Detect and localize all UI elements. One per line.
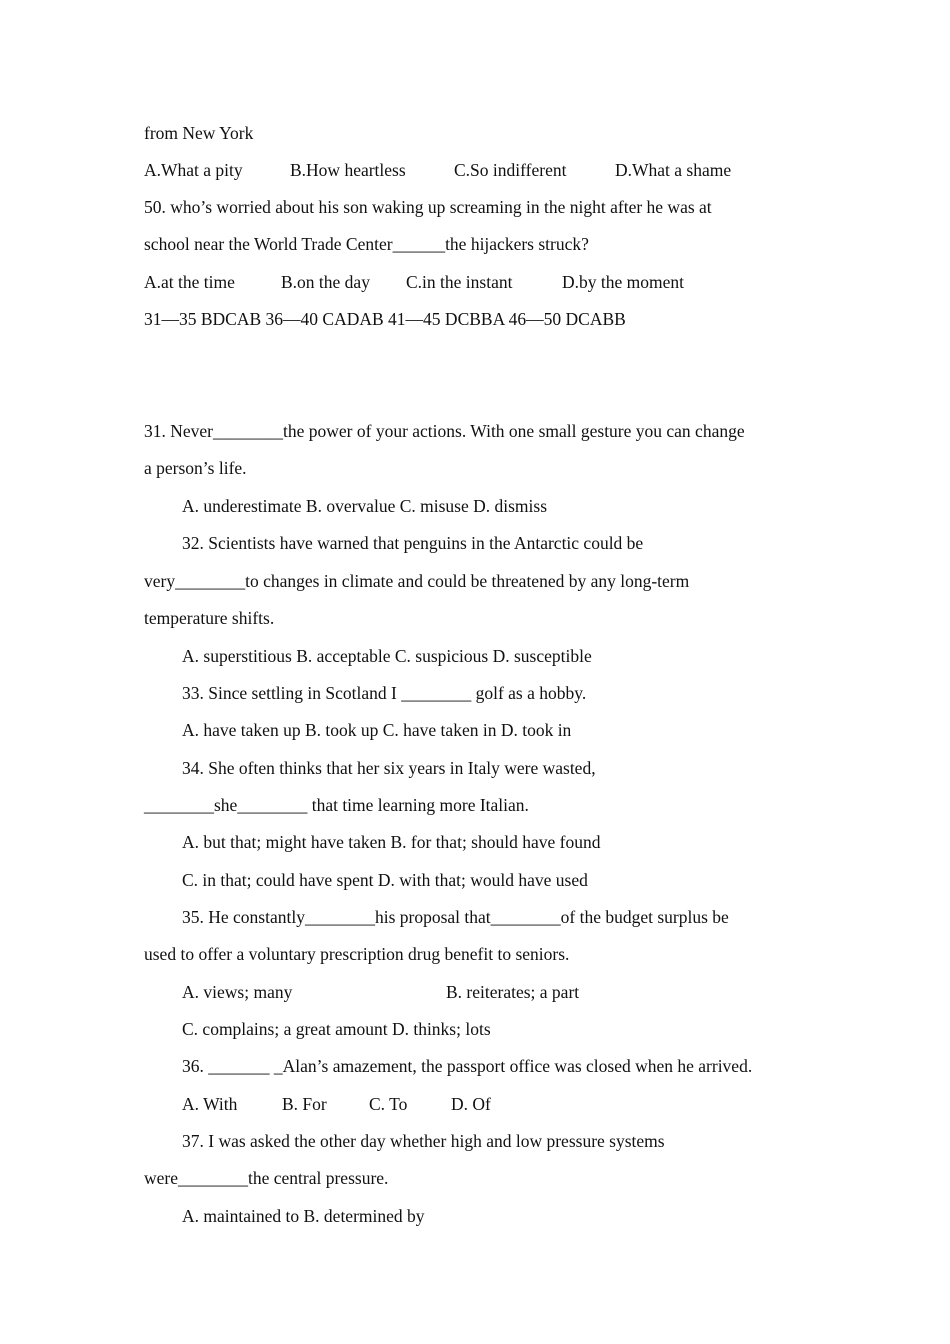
question-34-line-1: 34. She often thinks that her six years in Italy were wasted, bbox=[182, 758, 596, 778]
option-a: A. With bbox=[182, 1094, 238, 1114]
question-34-options-1: A. but that; might have taken B. for that; should have found bbox=[182, 832, 601, 852]
question-35-options-2: C. complains; a great amount D. thinks; lots bbox=[182, 1019, 491, 1039]
option-d: D.What a shame bbox=[615, 160, 732, 180]
question-49-continuation: from New York bbox=[144, 123, 254, 143]
question-33-line-1: 33. Since settling in Scotland I ________ golf as a hobby. bbox=[182, 683, 587, 703]
question-35-line-1: 35. He constantly________his proposal that________of the budget surplus be bbox=[182, 907, 729, 927]
option-c: C.in the instant bbox=[406, 272, 513, 292]
question-35-option-b: B. reiterates; a part bbox=[446, 982, 580, 1002]
question-32-line-3: temperature shifts. bbox=[144, 608, 275, 628]
question-50-line-2: school near the World Trade Center______the hijackers struck? bbox=[144, 234, 589, 254]
option-a: A.at the time bbox=[144, 272, 235, 292]
question-31-line-2: a person’s life. bbox=[144, 458, 247, 478]
question-37-line-2: were________the central pressure. bbox=[144, 1168, 389, 1188]
question-34-line-2: ________she________ that time learning more Italian. bbox=[144, 795, 529, 815]
question-36-line-1: 36. _______ _Alan’s amazement, the passport office was closed when he arrived. bbox=[182, 1056, 753, 1076]
question-31-line-1: 31. Never________the power of your actions. With one small gesture you can change bbox=[144, 421, 745, 441]
question-34-options-2: C. in that; could have spent D. with that; would have used bbox=[182, 870, 588, 890]
option-c: C.So indifferent bbox=[454, 160, 567, 180]
question-32-options: A. superstitious B. acceptable C. suspicious D. susceptible bbox=[182, 646, 592, 666]
answer-key: 31—35 BDCAB 36—40 CADAB 41—45 DCBBA 46—50 DCABB bbox=[144, 309, 626, 329]
question-50-line-1: 50. who’s worried about his son waking up screaming in the night after he was at bbox=[144, 197, 712, 217]
question-35-option-a: A. views; many bbox=[182, 982, 293, 1002]
option-b: B.How heartless bbox=[290, 160, 406, 180]
question-32-line-1: 32. Scientists have warned that penguins in the Antarctic could be bbox=[182, 533, 644, 553]
option-d: D.by the moment bbox=[562, 272, 684, 292]
option-b: B. For bbox=[282, 1094, 327, 1114]
option-b: B.on the day bbox=[281, 272, 370, 292]
question-33-options: A. have taken up B. took up C. have taken in D. took in bbox=[182, 720, 572, 740]
question-31-options: A. underestimate B. overvalue C. misuse D. dismiss bbox=[182, 496, 548, 516]
question-37-line-1: 37. I was asked the other day whether high and low pressure systems bbox=[182, 1131, 665, 1151]
option-a: A.What a pity bbox=[144, 160, 243, 180]
question-32-line-2: very________to changes in climate and could be threatened by any long-term bbox=[144, 571, 690, 591]
question-37-options: A. maintained to B. determined by bbox=[182, 1206, 425, 1226]
question-35-line-2: used to offer a voluntary prescription drug benefit to seniors. bbox=[144, 944, 570, 964]
option-d: D. Of bbox=[451, 1094, 491, 1114]
option-c: C. To bbox=[369, 1094, 408, 1114]
